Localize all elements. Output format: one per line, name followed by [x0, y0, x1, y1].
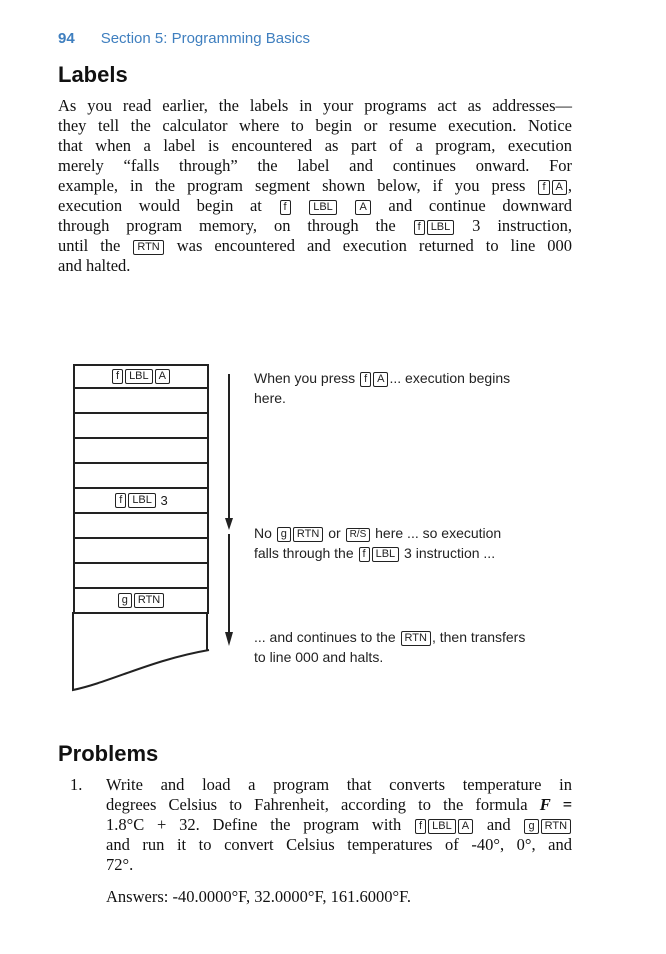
f-key: f	[112, 369, 123, 384]
memory-cell-rtn	[73, 589, 209, 614]
memory-cell	[73, 539, 209, 564]
problem-number: 1.	[70, 775, 83, 794]
memory-cell	[73, 414, 209, 439]
labels-paragraph	[58, 96, 572, 276]
section-title: Section 5: Programming Basics	[100, 30, 310, 47]
problem-item	[70, 775, 572, 906]
problem-line: 72°.	[106, 855, 134, 874]
problem-line: and run it to convert Celsius temperatures of -40°, 0°, and	[106, 835, 572, 854]
problem-line: degrees Celsius to Fahrenheit, according to the formula F =	[106, 795, 572, 814]
memory-cell-lbl-a	[73, 364, 209, 389]
paragraph-line: As you read earlier, the labels in your programs act as addresses—	[58, 96, 572, 115]
a-key: A	[458, 819, 473, 834]
f-key: f	[538, 180, 549, 195]
g-key: g	[118, 593, 132, 608]
lbl-key: LBL	[427, 220, 455, 235]
g-key: g	[277, 527, 291, 542]
torn-paper-edge	[71, 612, 213, 694]
memory-cell	[73, 514, 209, 539]
memory-cell	[73, 389, 209, 414]
memory-cell-lbl-3: f LBL 3	[73, 489, 209, 514]
rtn-key: RTN	[401, 631, 431, 646]
f-key: f	[359, 547, 370, 562]
paragraph-line: merely “falls through” the label and continues onward. For	[58, 156, 572, 175]
note-start: When you press f A ... execution begins here.	[254, 370, 511, 406]
page-number: 94	[58, 30, 75, 47]
a-key: A	[373, 372, 388, 387]
note-return: ... and continues to the RTN , then transfers to line 000 and halts.	[254, 629, 526, 665]
rtn-key: RTN	[541, 819, 571, 834]
memory-cell	[73, 439, 209, 464]
answers: Answers: -40.0000°F, 32.0000°F, 161.6000°F.	[106, 887, 412, 906]
a-key: A	[155, 369, 170, 384]
flow-arrows	[222, 372, 236, 652]
paragraph-line: that when a label is encountered as part of a program, execution	[58, 136, 572, 155]
f-key: f	[414, 220, 425, 235]
rtn-key: RTN	[133, 240, 163, 255]
paragraph-line: execution would begin at f LBL A and continue downward	[58, 196, 572, 215]
paragraph-line: example, in the program segment shown below, if you press f A ,	[58, 176, 573, 195]
paragraph-line: until the RTN was encountered and execution returned to line 000	[58, 236, 573, 255]
paragraph-line: they tell the calculator where to begin or resume execution. Notice	[58, 116, 572, 135]
page-header	[58, 30, 310, 47]
note-fallthrough: No g RTN or R/S here ... so execution falls through the f LBL 3 instruction ...	[254, 525, 502, 561]
f-key: f	[415, 819, 426, 834]
problem-line: Write and load a program that converts temperature in	[106, 775, 572, 794]
problem-line: 1.8°C + 32. Define the program with f LBL A and g RTN	[106, 815, 572, 835]
problems-heading: Problems	[58, 741, 159, 766]
rtn-key: RTN	[134, 593, 164, 608]
program-memory-diagram	[73, 364, 209, 614]
f-key: f	[280, 200, 291, 215]
paragraph-line: through program memory, on through the f LBL 3 instruction,	[58, 216, 573, 235]
labels-heading: Labels	[58, 62, 128, 87]
rtn-key: RTN	[293, 527, 323, 542]
lbl-key: LBL	[428, 819, 456, 834]
a-key: A	[355, 200, 370, 215]
g-key: g	[524, 819, 538, 834]
memory-cell	[73, 564, 209, 589]
lbl-key: LBL	[128, 493, 156, 508]
a-key: A	[552, 180, 567, 195]
f-key: f	[115, 493, 126, 508]
down-arrow-icon	[225, 632, 233, 646]
down-arrow-icon	[225, 518, 233, 530]
lbl-key: LBL	[372, 547, 400, 562]
lbl-key: LBL	[309, 200, 337, 215]
f-key: f	[360, 372, 371, 387]
paragraph-line: and halted.	[58, 256, 131, 275]
lbl-key: LBL	[125, 369, 153, 384]
memory-cell	[73, 464, 209, 489]
rs-key: R/S	[346, 528, 371, 542]
